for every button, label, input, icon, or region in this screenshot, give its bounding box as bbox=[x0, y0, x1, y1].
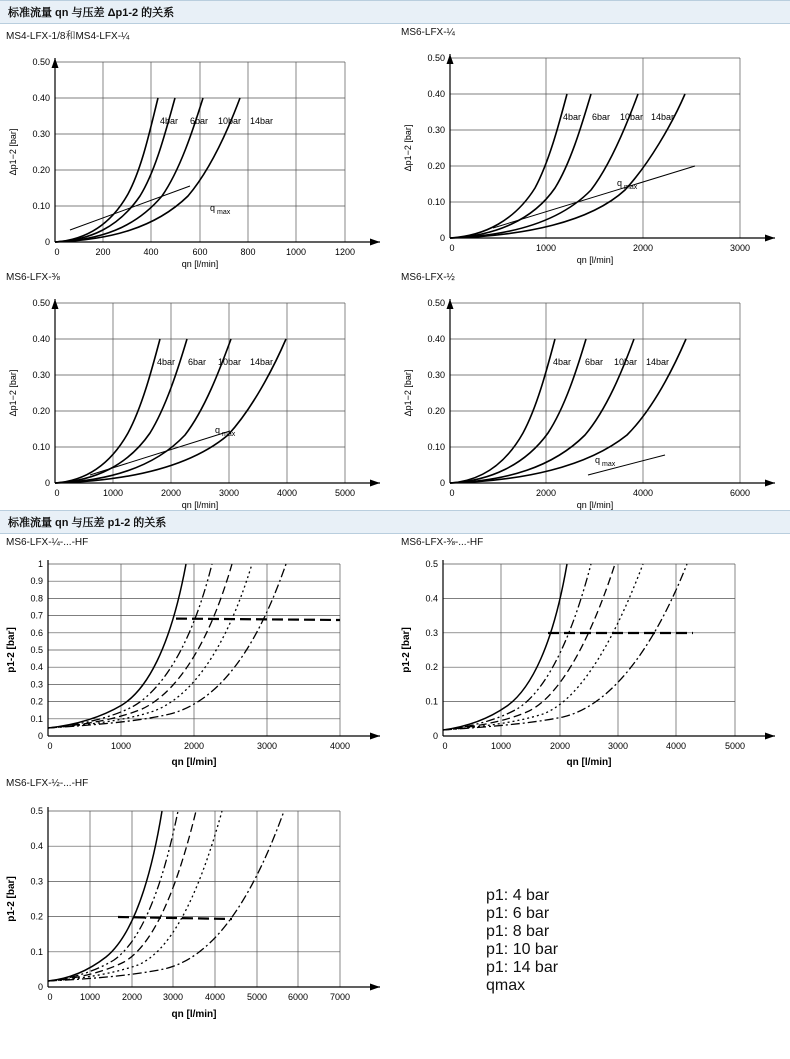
legend-item-3 bbox=[420, 941, 558, 959]
svg-text:4000: 4000 bbox=[204, 992, 226, 1002]
svg-text:2000: 2000 bbox=[160, 488, 182, 498]
svg-text:14bar: 14bar bbox=[250, 116, 274, 126]
chart-cell-c3 bbox=[0, 269, 395, 510]
svg-text:4bar: 4bar bbox=[160, 116, 179, 126]
legend-label-5: qmax bbox=[486, 977, 526, 994]
svg-text:3000: 3000 bbox=[256, 741, 278, 751]
svg-text:max: max bbox=[602, 461, 616, 468]
svg-text:0: 0 bbox=[54, 247, 60, 257]
svg-text:4bar: 4bar bbox=[563, 112, 582, 122]
chart-c2 bbox=[395, 40, 790, 265]
svg-text:6000: 6000 bbox=[729, 488, 751, 498]
chart-title-c3: MS6-LFX-⅜ bbox=[6, 272, 60, 283]
chart-title-c5: MS6-LFX-¼-...-HF bbox=[6, 537, 89, 548]
svg-text:3000: 3000 bbox=[607, 741, 629, 751]
legend bbox=[420, 887, 558, 995]
svg-text:10bar: 10bar bbox=[218, 116, 242, 126]
svg-text:6bar: 6bar bbox=[188, 357, 207, 367]
svg-text:0.10: 0.10 bbox=[427, 197, 445, 207]
svg-text:qn [l/min]: qn [l/min] bbox=[171, 757, 217, 768]
svg-text:200: 200 bbox=[95, 247, 111, 257]
svg-text:1000: 1000 bbox=[490, 741, 512, 751]
svg-text:0.50: 0.50 bbox=[427, 298, 445, 308]
svg-text:4000: 4000 bbox=[665, 741, 687, 751]
svg-text:0: 0 bbox=[449, 488, 455, 498]
svg-text:0.4: 0.4 bbox=[425, 593, 438, 604]
chart-c4 bbox=[395, 285, 790, 510]
svg-text:10bar: 10bar bbox=[218, 357, 242, 367]
svg-text:4000: 4000 bbox=[276, 488, 298, 498]
svg-text:0: 0 bbox=[37, 731, 43, 741]
svg-text:0.50: 0.50 bbox=[427, 53, 445, 63]
svg-text:0: 0 bbox=[47, 992, 53, 1002]
chart-title-c6: MS6-LFX-⅜-...-HF bbox=[401, 537, 484, 548]
svg-text:0.40: 0.40 bbox=[32, 334, 50, 344]
svg-text:400: 400 bbox=[143, 247, 159, 257]
svg-text:1200: 1200 bbox=[334, 247, 356, 257]
svg-text:2000: 2000 bbox=[632, 243, 654, 253]
svg-text:6bar: 6bar bbox=[190, 116, 209, 126]
svg-text:6000: 6000 bbox=[287, 992, 309, 1002]
chart-cell-c7 bbox=[0, 775, 395, 1026]
chart-row-4 bbox=[0, 775, 790, 1026]
svg-text:Δp1−2 [bar]: Δp1−2 [bar] bbox=[8, 128, 18, 176]
svg-text:14bar: 14bar bbox=[646, 357, 670, 367]
svg-text:0.40: 0.40 bbox=[32, 93, 50, 103]
chart-c6 bbox=[395, 550, 790, 775]
svg-text:p1-2 [bar]: p1-2 [bar] bbox=[6, 876, 17, 922]
chart-row-3 bbox=[0, 534, 790, 775]
svg-text:0.1: 0.1 bbox=[30, 946, 43, 957]
svg-text:2000: 2000 bbox=[183, 741, 205, 751]
svg-text:q: q bbox=[210, 203, 216, 213]
svg-text:0.5: 0.5 bbox=[30, 645, 43, 655]
section-header-2: 标准流量 qn 与压差 p1-2 的关系 bbox=[0, 510, 790, 534]
svg-text:q: q bbox=[617, 178, 623, 188]
svg-text:0.2: 0.2 bbox=[425, 662, 438, 673]
svg-text:p1-2 [bar]: p1-2 [bar] bbox=[6, 627, 17, 673]
svg-text:0.10: 0.10 bbox=[32, 201, 50, 211]
svg-text:0: 0 bbox=[44, 478, 50, 488]
svg-text:qn [l/min]: qn [l/min] bbox=[576, 500, 614, 510]
svg-text:0.20: 0.20 bbox=[427, 161, 445, 171]
svg-text:Δp1−2 [bar]: Δp1−2 [bar] bbox=[403, 124, 413, 172]
legend-item-0 bbox=[420, 887, 558, 905]
svg-text:qn [l/min]: qn [l/min] bbox=[171, 1009, 217, 1020]
svg-text:Δp1−2 [bar]: Δp1−2 [bar] bbox=[8, 369, 18, 417]
svg-text:0.20: 0.20 bbox=[32, 165, 50, 175]
svg-text:0: 0 bbox=[44, 237, 50, 247]
svg-text:5000: 5000 bbox=[246, 992, 268, 1002]
chart-c3 bbox=[0, 285, 395, 510]
svg-text:0: 0 bbox=[449, 243, 455, 253]
svg-text:q: q bbox=[215, 425, 221, 435]
svg-text:0.3: 0.3 bbox=[30, 876, 43, 887]
svg-text:0: 0 bbox=[432, 731, 438, 741]
svg-text:0.30: 0.30 bbox=[427, 125, 445, 135]
chart-title-c2: MS6-LFX-¼ bbox=[401, 27, 455, 38]
chart-c7 bbox=[0, 791, 395, 1026]
svg-text:1000: 1000 bbox=[285, 247, 307, 257]
chart-c5 bbox=[0, 550, 395, 775]
svg-text:600: 600 bbox=[192, 247, 208, 257]
svg-text:3000: 3000 bbox=[729, 243, 751, 253]
svg-text:0.40: 0.40 bbox=[427, 89, 445, 99]
svg-text:0: 0 bbox=[54, 488, 60, 498]
svg-text:0.30: 0.30 bbox=[427, 370, 445, 380]
svg-text:0.1: 0.1 bbox=[425, 696, 438, 707]
svg-text:0.9: 0.9 bbox=[30, 576, 43, 587]
svg-text:qn [l/min]: qn [l/min] bbox=[181, 259, 219, 269]
chart-title-c1: MS4-LFX-1/8和MS4-LFX-¼ bbox=[6, 31, 130, 42]
svg-text:14bar: 14bar bbox=[651, 112, 675, 122]
svg-text:1000: 1000 bbox=[102, 488, 124, 498]
svg-text:p1-2 [bar]: p1-2 [bar] bbox=[401, 627, 412, 673]
svg-text:0.40: 0.40 bbox=[427, 334, 445, 344]
svg-text:1000: 1000 bbox=[79, 992, 101, 1002]
svg-text:qn [l/min]: qn [l/min] bbox=[566, 757, 612, 768]
svg-text:10bar: 10bar bbox=[614, 357, 638, 367]
svg-text:0.50: 0.50 bbox=[32, 57, 50, 67]
svg-text:max: max bbox=[222, 431, 236, 438]
svg-text:max: max bbox=[217, 209, 231, 216]
svg-text:0.10: 0.10 bbox=[427, 442, 445, 452]
svg-text:4000: 4000 bbox=[632, 488, 654, 498]
svg-text:0: 0 bbox=[439, 233, 445, 243]
svg-text:6bar: 6bar bbox=[592, 112, 611, 122]
svg-text:0.8: 0.8 bbox=[30, 593, 43, 604]
legend-label-1: p1: 6 bar bbox=[486, 905, 550, 922]
svg-text:0.10: 0.10 bbox=[32, 442, 50, 452]
legend-item-2 bbox=[420, 923, 558, 941]
svg-text:2000: 2000 bbox=[549, 741, 571, 751]
svg-text:0.50: 0.50 bbox=[32, 298, 50, 308]
chart-row-2 bbox=[0, 269, 790, 510]
chart-row-1 bbox=[0, 24, 790, 269]
svg-text:3000: 3000 bbox=[218, 488, 240, 498]
svg-text:0.20: 0.20 bbox=[32, 406, 50, 416]
svg-text:4bar: 4bar bbox=[553, 357, 572, 367]
svg-text:max: max bbox=[624, 184, 638, 191]
svg-text:5000: 5000 bbox=[724, 741, 746, 751]
legend-item-5 bbox=[420, 977, 558, 995]
legend-label-3: p1: 10 bar bbox=[486, 941, 559, 958]
svg-text:0.5: 0.5 bbox=[30, 806, 43, 816]
svg-text:0.6: 0.6 bbox=[30, 627, 43, 638]
svg-text:0.7: 0.7 bbox=[30, 610, 43, 621]
svg-text:0.30: 0.30 bbox=[32, 129, 50, 139]
svg-text:14bar: 14bar bbox=[250, 357, 274, 367]
chart-cell-c1 bbox=[0, 24, 395, 269]
chart-title-c4: MS6-LFX-½ bbox=[401, 272, 455, 283]
svg-text:4000: 4000 bbox=[329, 741, 351, 751]
svg-text:800: 800 bbox=[240, 247, 256, 257]
legend-label-0: p1: 4 bar bbox=[486, 887, 550, 904]
svg-text:0.1: 0.1 bbox=[30, 713, 43, 724]
svg-text:6bar: 6bar bbox=[585, 357, 604, 367]
svg-text:2000: 2000 bbox=[121, 992, 143, 1002]
svg-text:0.4: 0.4 bbox=[30, 662, 43, 673]
svg-text:0: 0 bbox=[37, 982, 43, 992]
svg-text:q: q bbox=[595, 455, 601, 465]
chart-cell-c6 bbox=[395, 534, 790, 775]
svg-text:0.2: 0.2 bbox=[30, 696, 43, 707]
chart-title-c7: MS6-LFX-½-...-HF bbox=[6, 778, 89, 789]
svg-text:1000: 1000 bbox=[110, 741, 132, 751]
svg-text:7000: 7000 bbox=[329, 992, 351, 1002]
legend-item-1 bbox=[420, 905, 558, 923]
svg-text:0.3: 0.3 bbox=[425, 627, 438, 638]
chart-cell-c5 bbox=[0, 534, 395, 775]
legend-label-2: p1: 8 bar bbox=[486, 923, 550, 940]
chart-cell-c2 bbox=[395, 24, 790, 269]
svg-text:1: 1 bbox=[37, 559, 43, 569]
chart-cell-c4 bbox=[395, 269, 790, 510]
svg-text:qn [l/min]: qn [l/min] bbox=[181, 500, 219, 510]
svg-text:0: 0 bbox=[439, 478, 445, 488]
svg-text:0.2: 0.2 bbox=[30, 911, 43, 922]
svg-text:3000: 3000 bbox=[162, 992, 184, 1002]
svg-text:0.5: 0.5 bbox=[425, 559, 438, 569]
section-header-1: 标准流量 qn 与压差 Δp1-2 的关系 bbox=[0, 0, 790, 24]
svg-text:4bar: 4bar bbox=[157, 357, 176, 367]
svg-text:1000: 1000 bbox=[535, 243, 557, 253]
svg-text:0: 0 bbox=[442, 741, 448, 751]
legend-label-4: p1: 14 bar bbox=[486, 959, 559, 976]
svg-text:10bar: 10bar bbox=[620, 112, 644, 122]
svg-text:0.4: 0.4 bbox=[30, 841, 43, 852]
svg-text:2000: 2000 bbox=[535, 488, 557, 498]
svg-text:0.3: 0.3 bbox=[30, 679, 43, 690]
svg-text:qn [l/min]: qn [l/min] bbox=[576, 255, 614, 265]
svg-text:0.30: 0.30 bbox=[32, 370, 50, 380]
legend-item-4 bbox=[420, 959, 558, 977]
svg-text:5000: 5000 bbox=[334, 488, 356, 498]
svg-text:0: 0 bbox=[47, 741, 53, 751]
legend-cell bbox=[395, 775, 558, 1026]
svg-text:Δp1−2 [bar]: Δp1−2 [bar] bbox=[403, 369, 413, 417]
chart-c1 bbox=[0, 44, 395, 269]
svg-text:0.20: 0.20 bbox=[427, 406, 445, 416]
